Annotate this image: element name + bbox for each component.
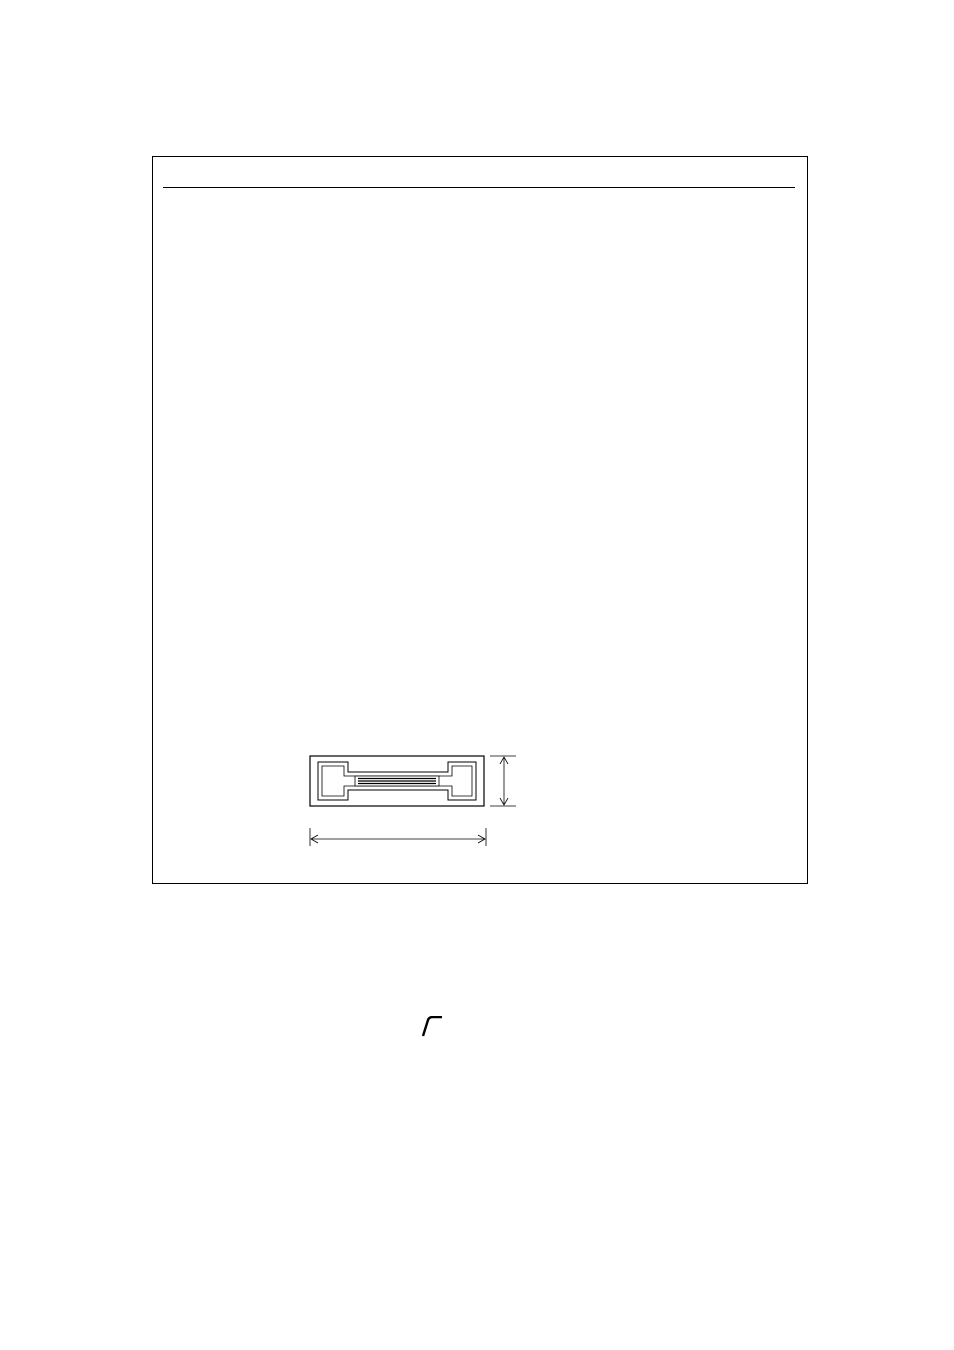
- header-sh7362: [651, 164, 717, 188]
- renesas-logo: [420, 1016, 544, 1043]
- header-pin-no: [477, 164, 507, 188]
- header-sh7362: [359, 164, 417, 188]
- header-signal: [507, 164, 587, 188]
- header-signal: [203, 164, 301, 188]
- header-note: [717, 164, 795, 188]
- header-io: [587, 164, 651, 188]
- header-io: [301, 164, 359, 188]
- renesas-logo-mark: [420, 1016, 544, 1038]
- pin-assignment-table: [163, 164, 795, 188]
- header-pin-no: [163, 164, 203, 188]
- connector-diagram: [300, 732, 600, 882]
- connector-drawing: [300, 732, 600, 882]
- header-note: [417, 164, 477, 188]
- table-header-row: [163, 164, 795, 188]
